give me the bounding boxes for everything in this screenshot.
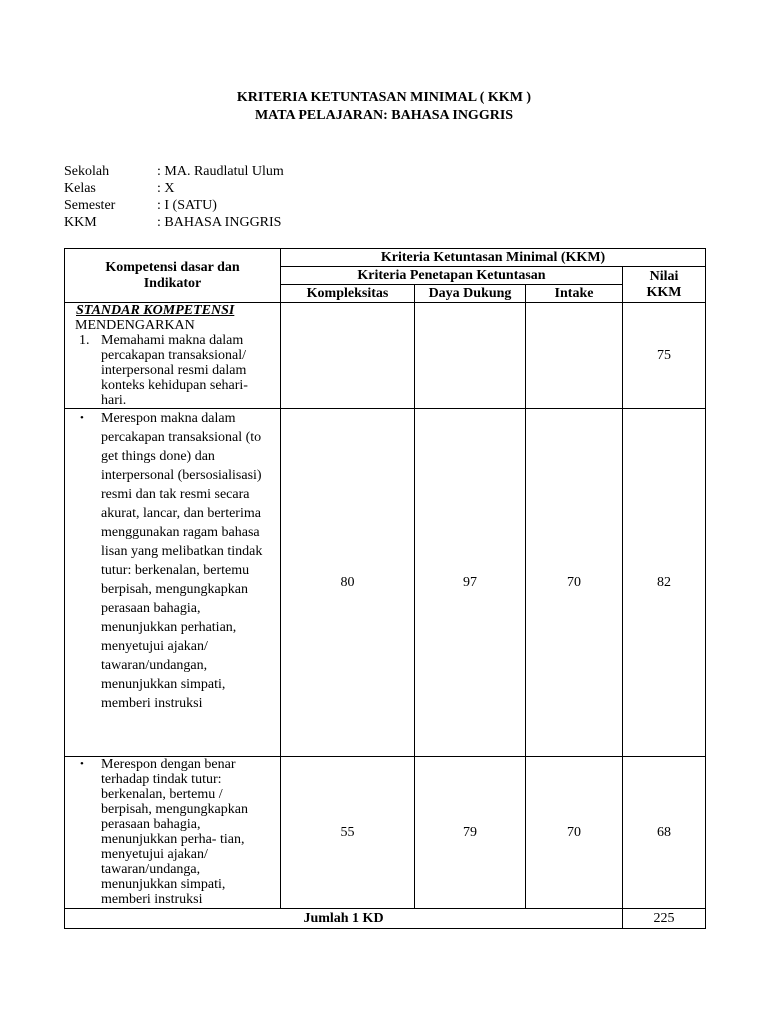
bullet-icon: • (80, 412, 84, 424)
meta-row-kelas (64, 180, 284, 197)
item-text: Memahami makna dalam percakapan transaksional/ interpersonal resmi dalam konteks kehidupan sehari-hari. (101, 333, 248, 408)
document-title: KRITERIA KETUNTASAN MINIMAL ( KKM ) (236, 90, 532, 105)
daya-dukung-cell: 79 (415, 757, 526, 909)
empty-cell (526, 303, 623, 409)
kkm-table (64, 248, 706, 929)
meta-row-semester (64, 197, 284, 214)
daya-dukung-cell: 97 (415, 409, 526, 757)
intake-cell: 70 (526, 409, 623, 757)
table-row (65, 757, 706, 909)
competency-cell (65, 757, 281, 909)
total-label: Jumlah 1 KD (65, 909, 623, 929)
bullet-icon: • (80, 758, 84, 770)
kompleksitas-cell: 55 (281, 757, 415, 909)
table-row (65, 409, 706, 757)
intake-cell: 70 (526, 757, 623, 909)
bullet-item (65, 757, 280, 907)
header-kkm-group: Kriteria Ketuntasan Minimal (KKM) (281, 249, 706, 267)
meta-label: Sekolah (64, 164, 110, 179)
meta-value: : MA. Raudlatul Ulum (157, 164, 284, 179)
meta-label: Kelas (64, 181, 96, 196)
header-criteria-group: Kriteria Penetapan Ketuntasan (281, 267, 623, 285)
empty-cell (281, 303, 415, 409)
meta-value: : I (SATU) (157, 198, 217, 213)
skill-label: MENDENGARKAN (75, 318, 195, 333)
table-row (65, 303, 706, 409)
standard-label: STANDAR KOMPETENSI (76, 303, 235, 318)
header-nilai-kkm: Nilai KKM (623, 267, 706, 303)
numbered-item (65, 333, 280, 408)
meta-label: Semester (64, 198, 116, 213)
document-subtitle: MATA PELAJARAN: BAHASA INGGRIS (254, 108, 514, 123)
item-text: Merespon makna dalam percakapan transaksional (to get things done) dan interpersonal (bersosialisasi) resmi dan tak resmi secara akurat, lancar, dan berterima menggunakan ragam bahasa lisan yang melibatkan tindak tutur: berkenalan, bertemu berpisah, mengungkapkan perasaan bahagia, menunjukkan perhatian, menyetujui ajakan/ tawaran/undangan, menunjukkan simpati, memberi instruksi (101, 411, 263, 711)
nilai-cell: 82 (623, 409, 706, 757)
kompleksitas-cell: 80 (281, 409, 415, 757)
competency-cell (65, 409, 281, 757)
total-value: 225 (623, 909, 706, 929)
header-intake: Intake (526, 285, 623, 303)
item-text: Merespon dengan benar terhadap tindak tutur: berkenalan, bertemu / berpisah, mengungkapkan perasaan bahagia, menunjukkan perha- tian, menyetujui ajakan/ tawaran/undanga, menunjukkan simpati, memberi instruksi (101, 757, 248, 907)
table-footer-row (65, 909, 706, 929)
meta-row-sekolah (64, 163, 284, 180)
meta-value: : BAHASA INGGRIS (157, 215, 282, 230)
nilai-cell: 75 (623, 303, 706, 409)
meta-info (64, 163, 284, 231)
competency-cell (65, 303, 281, 409)
empty-cell (415, 303, 526, 409)
item-number: 1. (79, 333, 90, 348)
meta-row-kkm (64, 214, 284, 231)
nilai-cell: 68 (623, 757, 706, 909)
meta-value: : X (157, 181, 175, 196)
meta-label: KKM (64, 215, 97, 230)
header-competency: Kompetensi dasar dan Indikator (65, 249, 281, 303)
header-kompleksitas: Kompleksitas (281, 285, 415, 303)
header-daya-dukung: Daya Dukung (415, 285, 526, 303)
bullet-item (65, 409, 280, 713)
